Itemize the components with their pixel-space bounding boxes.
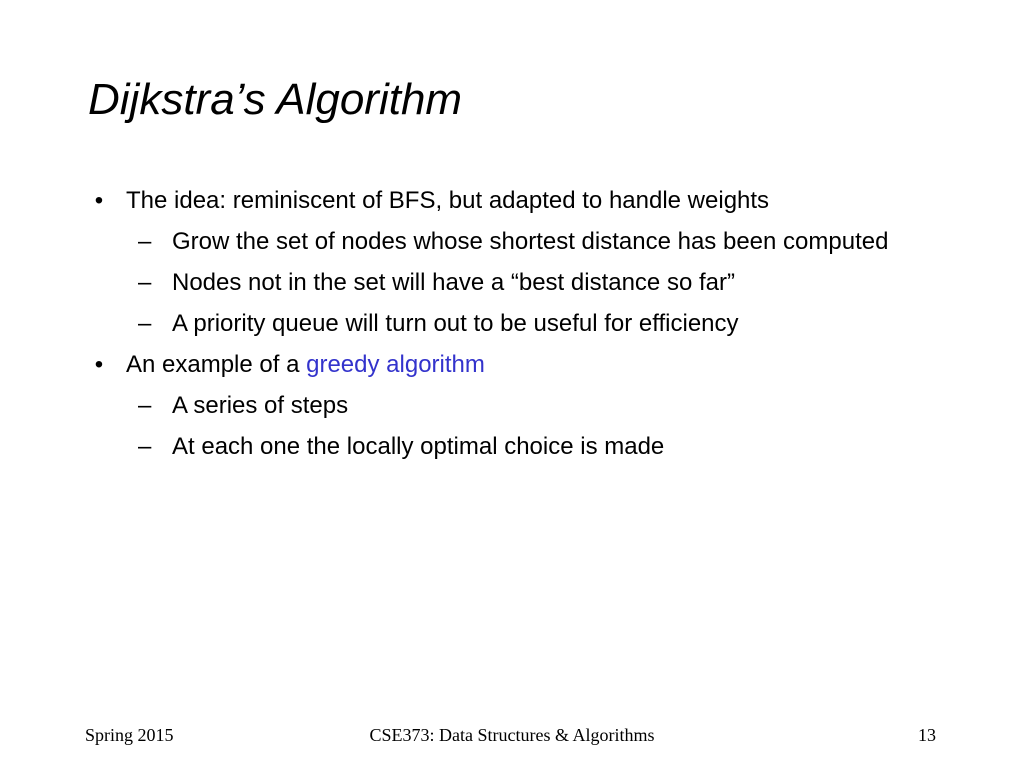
subbullet-priority-queue bbox=[84, 309, 944, 339]
footer-course: CSE373: Data Structures & Algorithms bbox=[369, 725, 655, 745]
bullet-text: The idea: reminiscent of BFS, but adapted to handle weights bbox=[126, 187, 770, 214]
slide-content bbox=[84, 186, 944, 473]
footer-date: Spring 2015 bbox=[85, 725, 174, 745]
bullet-idea bbox=[84, 186, 944, 216]
subbullet-text: At each one the locally optimal choice is made bbox=[172, 433, 665, 460]
bullet-dot-icon: • bbox=[94, 351, 104, 378]
subbullet-best-distance bbox=[84, 268, 944, 298]
dash-icon: – bbox=[138, 310, 152, 337]
dash-icon: – bbox=[138, 269, 152, 296]
subbullet-grow-set bbox=[84, 227, 944, 257]
dash-icon: – bbox=[138, 228, 152, 255]
bullet-greedy bbox=[84, 350, 944, 380]
slide-title: Dijkstra’s Algorithm bbox=[88, 75, 463, 124]
subbullet-locally-optimal bbox=[84, 432, 944, 462]
subbullet-text: A series of steps bbox=[172, 392, 349, 419]
bullet-dot-icon: • bbox=[94, 187, 104, 214]
subbullet-text: Grow the set of nodes whose shortest distance has been computed bbox=[172, 228, 889, 255]
bullet-text-prefix: An example of a bbox=[126, 351, 307, 378]
slide-number: 13 bbox=[918, 725, 936, 745]
greedy-algorithm-highlight: greedy algorithm bbox=[306, 351, 485, 378]
subbullet-text: Nodes not in the set will have a “best distance so far” bbox=[172, 269, 735, 296]
dash-icon: – bbox=[138, 433, 152, 460]
dash-icon: – bbox=[138, 392, 152, 419]
subbullet-series-of-steps bbox=[84, 391, 944, 421]
subbullet-text: A priority queue will turn out to be useful for efficiency bbox=[172, 310, 739, 337]
